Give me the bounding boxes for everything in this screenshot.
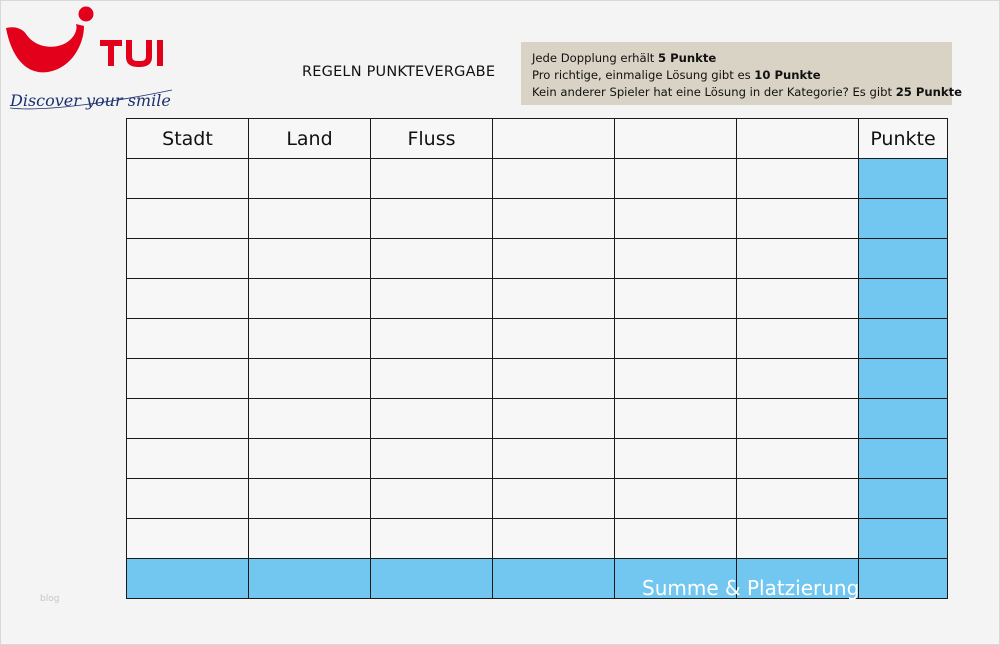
answer-cell[interactable] <box>127 279 249 319</box>
table-row <box>127 239 948 279</box>
answer-cell[interactable] <box>737 439 859 479</box>
punkte-cell[interactable] <box>859 479 948 519</box>
tui-tagline: Discover your smile <box>10 91 171 110</box>
answer-cell[interactable] <box>615 399 737 439</box>
header-blank-3 <box>737 119 859 159</box>
answer-cell[interactable] <box>127 319 249 359</box>
answer-cell[interactable] <box>371 279 493 319</box>
header-row <box>127 119 948 159</box>
answer-cell[interactable] <box>127 439 249 479</box>
answer-cell[interactable] <box>249 359 371 399</box>
answer-cell[interactable] <box>737 359 859 399</box>
table-row <box>127 399 948 439</box>
answer-cell[interactable] <box>371 519 493 559</box>
answer-cell[interactable] <box>493 519 615 559</box>
answer-cell[interactable] <box>737 519 859 559</box>
answer-cell[interactable] <box>615 479 737 519</box>
answer-cell[interactable] <box>493 359 615 399</box>
table-row <box>127 519 948 559</box>
tui-logo-wordmark <box>100 40 163 67</box>
answer-cell[interactable] <box>249 279 371 319</box>
answer-cell[interactable] <box>615 439 737 479</box>
answer-cell[interactable] <box>615 159 737 199</box>
answer-cell[interactable] <box>493 239 615 279</box>
answer-cell[interactable] <box>737 199 859 239</box>
answer-cell[interactable] <box>249 439 371 479</box>
answer-cell[interactable] <box>371 319 493 359</box>
table-row <box>127 319 948 359</box>
answer-cell[interactable] <box>493 399 615 439</box>
rule-line-2: Pro richtige, einmalige Lösung gibt es 10 Punkte <box>532 68 821 82</box>
answer-cell[interactable] <box>737 279 859 319</box>
sum-cell[interactable] <box>371 559 493 599</box>
answer-cell[interactable] <box>249 239 371 279</box>
answer-cell[interactable] <box>737 479 859 519</box>
answer-cell[interactable] <box>737 319 859 359</box>
answer-cell[interactable] <box>127 239 249 279</box>
answer-cell[interactable] <box>127 399 249 439</box>
sum-label: Summe & Platzierung <box>642 576 860 600</box>
answer-cell[interactable] <box>615 199 737 239</box>
answer-cell[interactable] <box>371 239 493 279</box>
answer-cell[interactable] <box>249 519 371 559</box>
header-stadt: Stadt <box>127 119 249 159</box>
header-punkte: Punkte <box>859 119 948 159</box>
answer-cell[interactable] <box>615 279 737 319</box>
answer-cell[interactable] <box>127 199 249 239</box>
sheet-body <box>127 159 948 599</box>
answer-cell[interactable] <box>493 319 615 359</box>
answer-cell[interactable] <box>737 239 859 279</box>
answer-cell[interactable] <box>371 439 493 479</box>
answer-cell[interactable] <box>371 159 493 199</box>
sum-punkte-cell[interactable] <box>859 559 948 599</box>
header-blank-2 <box>615 119 737 159</box>
sum-cell[interactable] <box>493 559 615 599</box>
punkte-cell[interactable] <box>859 159 948 199</box>
punkte-cell[interactable] <box>859 519 948 559</box>
punkte-cell[interactable] <box>859 279 948 319</box>
score-sheet <box>126 118 948 599</box>
answer-cell[interactable] <box>737 399 859 439</box>
answer-cell[interactable] <box>493 439 615 479</box>
rules-box <box>521 42 962 105</box>
answer-cell[interactable] <box>615 359 737 399</box>
table-row <box>127 279 948 319</box>
page-title: REGELN PUNKTEVERGABE <box>302 64 496 80</box>
answer-cell[interactable] <box>493 279 615 319</box>
sum-cell[interactable] <box>249 559 371 599</box>
punkte-cell[interactable] <box>859 439 948 479</box>
answer-cell[interactable] <box>371 359 493 399</box>
punkte-cell[interactable] <box>859 399 948 439</box>
answer-cell[interactable] <box>249 199 371 239</box>
answer-cell[interactable] <box>249 319 371 359</box>
header-fluss: Fluss <box>371 119 493 159</box>
table-row <box>127 359 948 399</box>
answer-cell[interactable] <box>127 159 249 199</box>
tui-logo-smile <box>6 24 84 72</box>
watermark: blog <box>40 594 60 604</box>
answer-cell[interactable] <box>371 399 493 439</box>
punkte-cell[interactable] <box>859 359 948 399</box>
answer-cell[interactable] <box>249 479 371 519</box>
answer-cell[interactable] <box>615 519 737 559</box>
answer-cell[interactable] <box>127 479 249 519</box>
answer-cell[interactable] <box>737 159 859 199</box>
answer-cell[interactable] <box>127 519 249 559</box>
answer-cell[interactable] <box>127 359 249 399</box>
sum-cell[interactable] <box>127 559 249 599</box>
tui-logo-dot <box>79 7 94 22</box>
punkte-cell[interactable] <box>859 199 948 239</box>
answer-cell[interactable] <box>371 479 493 519</box>
table-row <box>127 479 948 519</box>
punkte-cell[interactable] <box>859 239 948 279</box>
tui-logo <box>4 2 176 114</box>
rule-line-1: Jede Dopplung erhält 5 Punkte <box>532 51 717 65</box>
punkte-cell[interactable] <box>859 319 948 359</box>
answer-cell[interactable] <box>615 239 737 279</box>
header-blank-1 <box>493 119 615 159</box>
table-row <box>127 439 948 479</box>
answer-cell[interactable] <box>249 159 371 199</box>
header-land: Land <box>249 119 371 159</box>
answer-cell[interactable] <box>249 399 371 439</box>
table-row <box>127 199 948 239</box>
answer-cell[interactable] <box>615 319 737 359</box>
answer-cell[interactable] <box>493 479 615 519</box>
rule-line-3: Kein anderer Spieler hat eine Lösung in der Kategorie? Es gibt 25 Punkte <box>532 85 962 99</box>
answer-cell[interactable] <box>493 199 615 239</box>
answer-cell[interactable] <box>371 199 493 239</box>
table-row <box>127 159 948 199</box>
answer-cell[interactable] <box>493 159 615 199</box>
